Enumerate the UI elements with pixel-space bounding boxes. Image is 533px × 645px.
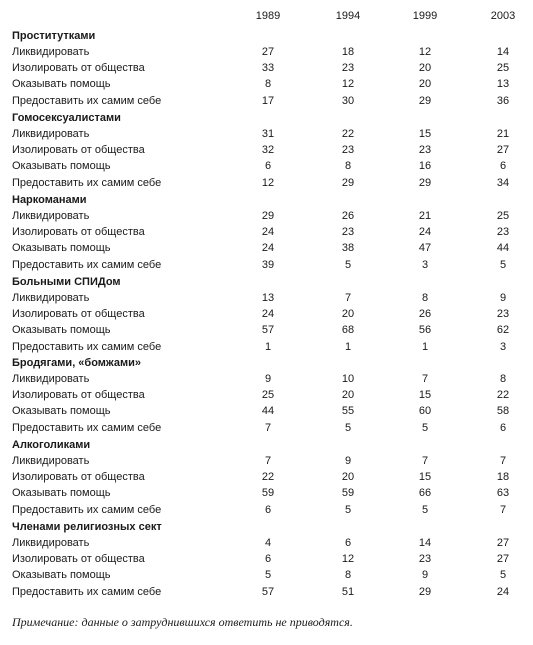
year-header: 1994	[335, 10, 361, 22]
value-cell: 23	[418, 553, 432, 566]
table-row	[0, 586, 533, 602]
table-row	[0, 405, 533, 421]
value-cell: 22	[341, 128, 355, 140]
value-cell: 7	[264, 455, 272, 467]
table-row	[0, 324, 533, 340]
value-cell: 14	[496, 46, 510, 58]
value-cell: 6	[264, 160, 272, 173]
value-cell: 47	[418, 242, 432, 255]
year-header-row	[0, 10, 533, 24]
table-note: Примечание: данные о затруднившихся ответить не приводятся.	[12, 615, 353, 629]
value-cell: 8	[421, 292, 429, 304]
value-cell: 5	[344, 503, 352, 516]
value-cell: 36	[496, 94, 510, 107]
value-cell: 29	[418, 176, 432, 189]
value-cell: 20	[341, 471, 355, 484]
value-cell: 3	[421, 258, 429, 271]
value-cell: 32	[261, 144, 275, 157]
row-label: Изолировать от общества	[12, 389, 145, 402]
value-cell: 38	[341, 242, 355, 255]
value-cell: 27	[496, 553, 510, 566]
table-row	[0, 422, 533, 438]
value-cell: 23	[418, 144, 432, 157]
value-cell: 23	[341, 144, 355, 157]
value-cell: 24	[418, 226, 432, 239]
value-cell: 20	[341, 308, 355, 321]
value-cell: 22	[496, 389, 510, 402]
value-cell: 24	[261, 242, 275, 255]
value-cell: 8	[499, 373, 507, 385]
value-cell: 8	[344, 569, 352, 582]
value-cell: 20	[418, 78, 432, 91]
value-cell: 44	[496, 242, 510, 255]
row-label: Оказывать помощь	[12, 405, 111, 418]
table-row	[0, 259, 533, 275]
value-cell: 6	[344, 537, 352, 549]
year-header: 1989	[255, 10, 281, 22]
value-cell: 5	[421, 503, 429, 516]
row-label: Ликвидировать	[12, 537, 90, 549]
value-cell: 15	[418, 471, 432, 484]
row-label: Предоставить их самим себе	[12, 340, 162, 353]
value-cell: 68	[341, 324, 355, 337]
value-cell: 21	[496, 128, 510, 140]
value-cell: 24	[261, 308, 275, 321]
value-cell: 23	[496, 308, 510, 321]
value-cell: 60	[418, 405, 432, 418]
row-label: Оказывать помощь	[12, 569, 111, 582]
row-label: Ликвидировать	[12, 128, 90, 140]
value-cell: 8	[344, 160, 352, 173]
table-row	[0, 210, 533, 226]
value-cell: 29	[418, 94, 432, 107]
value-cell: 13	[496, 78, 510, 91]
value-cell: 5	[499, 569, 507, 582]
table-row	[0, 341, 533, 357]
value-cell: 51	[341, 585, 355, 598]
value-cell: 7	[421, 373, 429, 385]
value-cell: 27	[261, 46, 275, 58]
value-cell: 29	[341, 176, 355, 189]
row-label: Предоставить их самим себе	[12, 503, 162, 516]
value-cell: 62	[496, 324, 510, 337]
row-label: Ликвидировать	[12, 46, 90, 58]
value-cell: 24	[261, 226, 275, 239]
table-row	[0, 471, 533, 487]
value-cell: 25	[496, 210, 510, 222]
table-row	[0, 62, 533, 78]
value-cell: 27	[496, 537, 510, 549]
table-row	[0, 389, 533, 405]
value-cell: 7	[344, 292, 352, 304]
table-row	[0, 504, 533, 520]
value-cell: 7	[499, 503, 507, 516]
value-cell: 18	[341, 46, 355, 58]
row-label: Ликвидировать	[12, 373, 90, 385]
row-label: Оказывать помощь	[12, 487, 111, 500]
value-cell: 23	[496, 226, 510, 239]
row-label: Оказывать помощь	[12, 324, 111, 337]
value-cell: 29	[418, 585, 432, 598]
group-title: Бродягами, «бомжами»	[12, 357, 142, 369]
value-cell: 20	[341, 389, 355, 402]
row-label: Оказывать помощь	[12, 78, 111, 91]
row-label: Изолировать от общества	[12, 144, 145, 157]
value-cell: 12	[341, 553, 355, 566]
value-cell: 1	[421, 340, 429, 353]
value-cell: 7	[499, 455, 507, 467]
value-cell: 6	[499, 160, 507, 173]
value-cell: 27	[496, 144, 510, 157]
value-cell: 7	[421, 455, 429, 467]
value-cell: 1	[344, 340, 352, 353]
row-label: Ликвидировать	[12, 455, 90, 467]
table-row	[0, 553, 533, 569]
value-cell: 23	[341, 226, 355, 239]
value-cell: 12	[261, 176, 275, 189]
table-row	[0, 46, 533, 62]
value-cell: 7	[264, 421, 272, 434]
row-label: Оказывать помощь	[12, 160, 111, 173]
value-cell: 6	[499, 421, 507, 434]
group-title: Наркоманами	[12, 194, 87, 206]
value-cell: 59	[261, 487, 275, 500]
value-cell: 66	[418, 487, 432, 500]
table-row	[0, 455, 533, 471]
table-row	[0, 177, 533, 193]
table-row	[0, 226, 533, 242]
value-cell: 5	[421, 421, 429, 434]
table-row	[0, 144, 533, 160]
year-header: 1999	[412, 10, 438, 22]
value-cell: 31	[261, 128, 275, 140]
row-label: Оказывать помощь	[12, 242, 111, 255]
value-cell: 8	[264, 78, 272, 91]
value-cell: 6	[264, 553, 272, 566]
value-cell: 16	[418, 160, 432, 173]
table-row	[0, 95, 533, 111]
value-cell: 24	[496, 585, 510, 598]
group-title: Больными СПИДом	[12, 276, 121, 288]
value-cell: 25	[261, 389, 275, 402]
value-cell: 15	[418, 389, 432, 402]
value-cell: 17	[261, 94, 275, 107]
value-cell: 23	[341, 62, 355, 75]
value-cell: 9	[421, 569, 429, 582]
value-cell: 57	[261, 324, 275, 337]
value-cell: 4	[264, 537, 272, 549]
value-cell: 9	[264, 373, 272, 385]
row-label: Изолировать от общества	[12, 471, 145, 484]
value-cell: 55	[341, 405, 355, 418]
group-title: Проститутками	[12, 30, 96, 42]
value-cell: 15	[418, 128, 432, 140]
value-cell: 3	[499, 340, 507, 353]
value-cell: 13	[261, 292, 275, 304]
table-row	[0, 292, 533, 308]
value-cell: 25	[496, 62, 510, 75]
value-cell: 12	[341, 78, 355, 91]
value-cell: 6	[264, 503, 272, 516]
value-cell: 5	[344, 421, 352, 434]
value-cell: 22	[261, 471, 275, 484]
value-cell: 57	[261, 585, 275, 598]
table-row	[0, 78, 533, 94]
value-cell: 20	[418, 62, 432, 75]
table-row	[0, 242, 533, 258]
table-row	[0, 308, 533, 324]
table-row	[0, 160, 533, 176]
value-cell: 5	[264, 569, 272, 582]
value-cell: 21	[418, 210, 432, 222]
value-cell: 30	[341, 94, 355, 107]
value-cell: 9	[499, 292, 507, 304]
value-cell: 18	[496, 471, 510, 484]
row-label: Предоставить их самим себе	[12, 176, 162, 189]
value-cell: 26	[418, 308, 432, 321]
table-row	[0, 487, 533, 503]
value-cell: 58	[496, 405, 510, 418]
value-cell: 26	[341, 210, 355, 222]
value-cell: 1	[264, 340, 272, 353]
row-label: Предоставить их самим себе	[12, 421, 162, 434]
table-row	[0, 373, 533, 389]
value-cell: 63	[496, 487, 510, 500]
group-title: Членами религиозных сект	[12, 521, 162, 533]
value-cell: 9	[344, 455, 352, 467]
group-title: Гомосексуалистами	[12, 112, 121, 124]
table-row	[0, 569, 533, 585]
value-cell: 14	[418, 537, 432, 549]
row-label: Предоставить их самим себе	[12, 94, 162, 107]
row-label: Ликвидировать	[12, 292, 90, 304]
value-cell: 33	[261, 62, 275, 75]
group-title: Алкоголиками	[12, 439, 91, 451]
value-cell: 56	[418, 324, 432, 337]
value-cell: 34	[496, 176, 510, 189]
value-cell: 59	[341, 487, 355, 500]
row-label: Изолировать от общества	[12, 226, 145, 239]
row-label: Изолировать от общества	[12, 308, 145, 321]
value-cell: 29	[261, 210, 275, 222]
year-header: 2003	[490, 10, 516, 22]
value-cell: 39	[261, 258, 275, 271]
value-cell: 5	[499, 258, 507, 271]
row-label: Предоставить их самим себе	[12, 585, 162, 598]
value-cell: 5	[344, 258, 352, 271]
value-cell: 10	[341, 373, 355, 385]
table-row	[0, 537, 533, 553]
row-label: Изолировать от общества	[12, 553, 145, 566]
row-label: Предоставить их самим себе	[12, 258, 162, 271]
row-label: Изолировать от общества	[12, 62, 145, 75]
table-row	[0, 128, 533, 144]
value-cell: 44	[261, 405, 275, 418]
value-cell: 12	[418, 46, 432, 58]
row-label: Ликвидировать	[12, 210, 90, 222]
